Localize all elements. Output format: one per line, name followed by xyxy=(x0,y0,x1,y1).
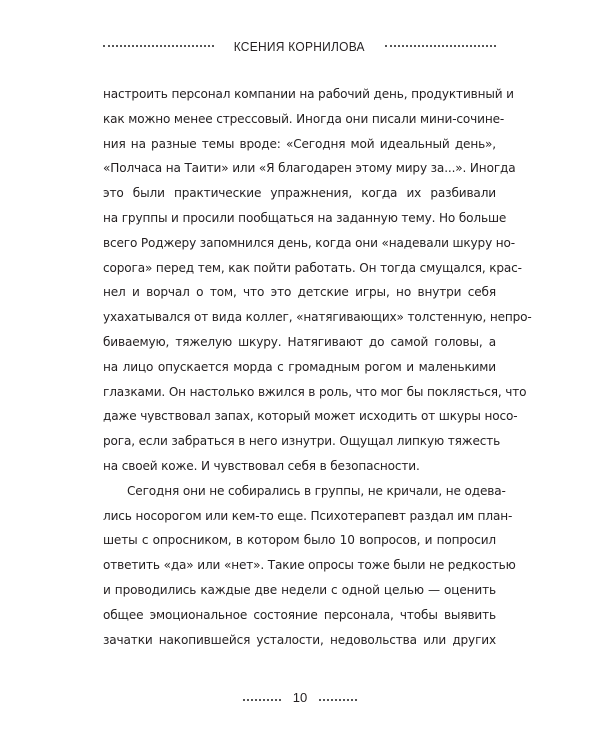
text-line: Сегодня они не собирались в группы, не кричали, не одева- xyxy=(127,483,506,498)
paragraph-2 xyxy=(103,479,516,653)
page-footer xyxy=(243,686,357,708)
page-number: 10 xyxy=(292,689,308,705)
page-body xyxy=(103,82,532,652)
text-line: общее эмоциональное состояние персонала, чтобы выявить xyxy=(103,607,496,622)
text-line: как можно менее стрессовый. Иногда они писали мини-сочине- xyxy=(103,111,505,126)
text-line: всего Роджеру запомнился день, когда они «надевали шкуру но- xyxy=(103,235,515,250)
header-dotted-rule-left xyxy=(103,45,214,47)
text-line: биваемую, тяжелую шкуру. Натягивают до самой головы, а xyxy=(103,334,496,349)
text-line: шеты с опросником, в котором было 10 вопросов, и попросил xyxy=(103,533,496,548)
text-line: настроить персонал компании на рабочий день, продуктивный и xyxy=(103,87,514,101)
header-dotted-rule-right xyxy=(385,45,496,47)
text-line: сорога» перед тем, как пойти работать. Он тогда смущался, крас- xyxy=(103,260,522,275)
text-line: на своей коже. И чувствовал себя в безопасности. xyxy=(103,458,420,473)
text-line: «Полчаса на Таити» или «Я благодарен этому миру за...». Иногда xyxy=(103,161,516,176)
header-author-name: КСЕНИЯ КОРНИЛОВА xyxy=(233,38,366,54)
text-line: ния на разные темы вроде: «Сегодня мой идеальный день», xyxy=(103,136,496,151)
text-line: на лицо опускается морда с громадным рогом и маленькими xyxy=(103,359,496,374)
text-line: ухахатывался от вида коллег, «натягивающих» толстенную, непро- xyxy=(103,310,532,325)
text-line: зачатки накопившейся усталости, недовольства или других xyxy=(103,632,496,647)
text-line: рога, если забраться в него изнутри. Ощущал липкую тяжесть xyxy=(103,434,501,449)
running-header xyxy=(103,36,496,56)
text-line: даже чувствовал запах, который может исходить от шкуры носо- xyxy=(103,409,518,424)
text-line: нел и ворчал о том, что это детские игры, но внутри себя xyxy=(103,285,496,300)
footer-dotted-rule-left xyxy=(243,699,281,701)
text-line: ответить «да» или «нет». Такие опросы тоже были не редкостью xyxy=(103,558,516,573)
footer-dotted-rule-right xyxy=(319,699,357,701)
paragraph-1 xyxy=(103,82,532,479)
text-line: глазками. Он настолько вжился в роль, что мог бы поклясться, что xyxy=(103,384,527,399)
text-line: это были практические упражнения, когда их разбивали xyxy=(103,186,496,201)
text-line: и проводились каждые две недели с одной целью — оценить xyxy=(103,582,496,597)
text-line: лись носорогом или кем-то еще. Психотерапевт раздал им план- xyxy=(103,508,513,523)
text-line: на группы и просили пообщаться на заданную тему. Но больше xyxy=(103,210,507,225)
